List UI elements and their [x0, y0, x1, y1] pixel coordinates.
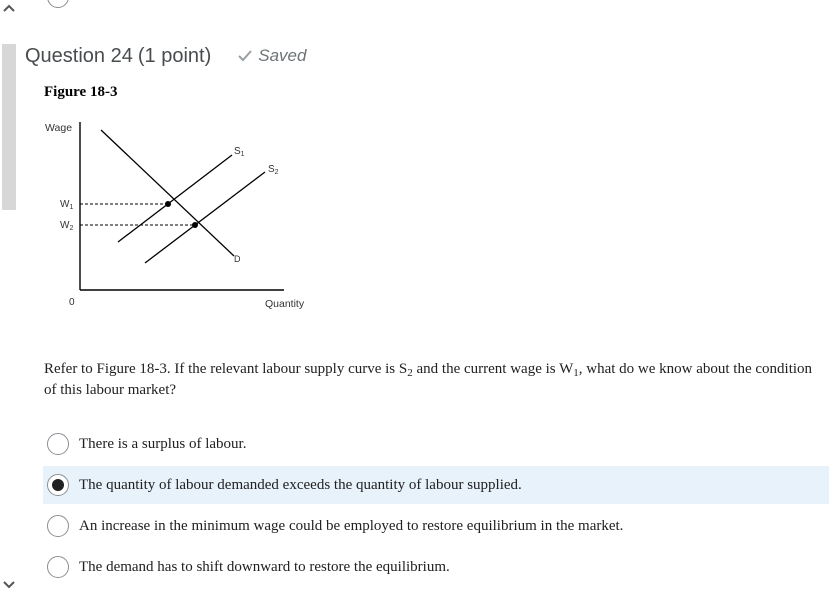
- page-scrollbar[interactable]: [0, 0, 18, 599]
- option-label: An increase in the minimum wage could be employed to restore equilibrium in the market.: [79, 517, 624, 534]
- option-label: There is a surplus of labour.: [79, 435, 247, 452]
- radio-button-selected[interactable]: [47, 474, 69, 496]
- question-prompt: Refer to Figure 18-3. If the relevant labour supply curve is $S_2$ and the current wage is $W_1$, what do we know about the condition of this labour market?: [44, 361, 813, 398]
- saved-status: [237, 46, 306, 66]
- demand-curve: [101, 130, 234, 256]
- option-label: The demand has to shift downward to restore the equilibrium.: [79, 558, 450, 575]
- w2-label: $W_2$: [60, 220, 74, 232]
- origin-label: 0: [69, 297, 75, 308]
- demand-label: D: [234, 254, 241, 264]
- option-label: The quantity of labour demanded exceeds the quantity of labour supplied.: [79, 476, 522, 493]
- supply-curve-s2: [145, 172, 265, 263]
- equilibrium-point-s1: [165, 201, 171, 207]
- labour-market-diagram: [44, 112, 334, 322]
- answer-options: [43, 425, 829, 589]
- figure-title: Figure 18-3: [44, 84, 118, 100]
- answer-option[interactable]: [43, 548, 829, 586]
- checkmark-icon: [237, 49, 253, 63]
- w1-label: $W_1$: [60, 199, 74, 211]
- x-axis-label: Quantity: [265, 298, 305, 310]
- answer-option[interactable]: [43, 507, 829, 545]
- supply-curve-s1: [118, 155, 232, 242]
- radio-button[interactable]: [47, 433, 69, 455]
- radio-dot: [52, 479, 64, 491]
- saved-label: Saved: [258, 46, 307, 65]
- s1-label: $S_1$: [234, 146, 245, 158]
- s2-label: $S_2$: [268, 164, 279, 176]
- radio-button[interactable]: [47, 515, 69, 537]
- radio-button[interactable]: [47, 556, 69, 578]
- question-header: [25, 42, 306, 70]
- chevron-up-icon[interactable]: [2, 2, 16, 16]
- y-axis-label: Wage: [45, 122, 73, 134]
- question-points: (1 point): [137, 44, 212, 67]
- question-title: Question 24: [25, 44, 133, 67]
- answer-option-selected[interactable]: [43, 466, 829, 504]
- chevron-down-icon[interactable]: [2, 577, 16, 591]
- scroll-thumb[interactable]: [2, 44, 16, 210]
- answer-option[interactable]: [43, 425, 829, 463]
- previous-question-radio[interactable]: [47, 0, 69, 8]
- equilibrium-point-s2: [192, 222, 198, 228]
